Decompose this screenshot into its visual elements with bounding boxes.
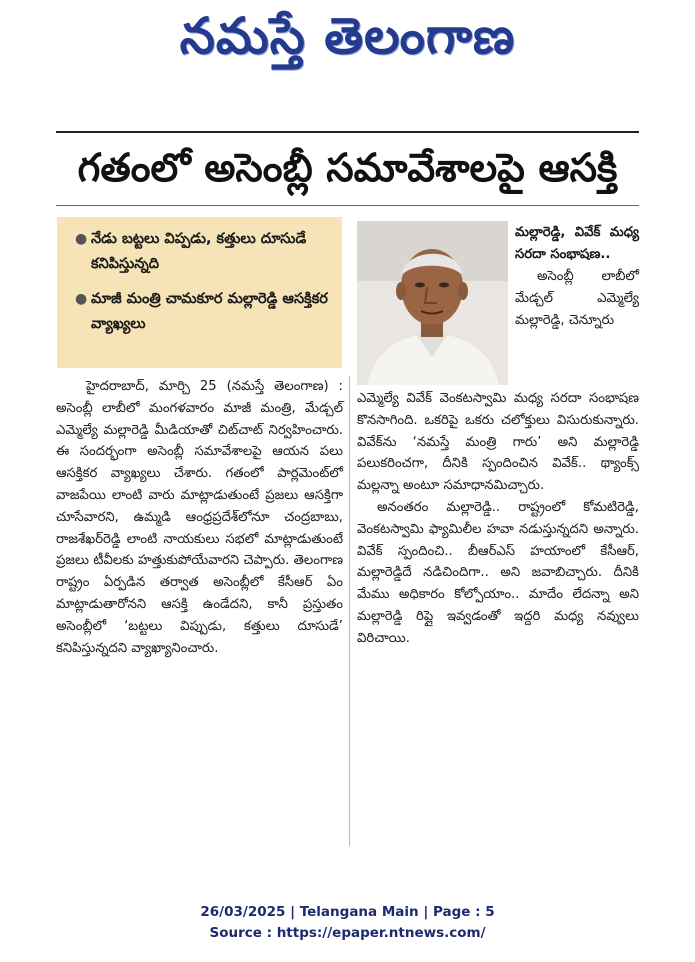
headline-top-rule xyxy=(56,131,639,133)
article-right-column xyxy=(357,388,639,650)
subhead-continuation: అసెంబ్లీ లాబీలో మేడ్చల్ ఎమ్మెల్యే మల్లారెడ్డి, చెన్నూరు xyxy=(515,269,639,328)
article-left-column: హైదరాబాద్, మార్చి 25 (నమస్తే తెలంగాణ) : అసెంబ్లీ లాబీలో మంగళవారం మాజీ మంత్రి, మేడ్చల్ ఎమ్మెల్యే మల్లారెడ్డి మీడియాతో చిట్‌చాట్ నిర్వహించారు. ఈ సందర్భంగా అసెంబ్లీ సమావేశాలపై ఆయన పలు ఆసక్తికర వ్యాఖ్యలు చేశారు. గతంలో పార్లమెంట్‌లో వాజపేయి లాంటి వారు మాట్లాడుతుంటే ప్రజలు ఆసక్తిగా చూసేవారని, ఉమ్మడి ఆంధ్రప్రదేశ్‌లోనూ చంద్రబాబు, రాజశేఖర్‌రెడ్డి లాంటి నాయకులు సభలో మాట్లాడుతుంటే ప్రజలు టీవీలకు హత్తుకుపోయేవారని చెప్పారు. తెలంగాణ రాష్ట్రం ఏర్పడిన తర్వాత అసెంబ్లీలో కేసీఆర్ ఏం మాట్లాడుతారోనని ఆసక్తి ఉండేదని, కానీ ప్రస్తుతం అసెంబ్లీలో ‘బట్టలు విప్పుడు, కత్తులు దూసుడే’ కనిపిస్తున్నదని వ్యాఖ్యానించారు. xyxy=(56,379,343,656)
bullet-icon: ● xyxy=(75,291,88,307)
article-paragraph: ఎమ్మెల్యే వివేక్ వెంకటస్వామి మధ్య సరదా సంభాషణ కొనసాగింది. ఒకరిపై ఒకరు చలోక్తులు విసురుకున్నారు. వివేక్‌ను ‘నమస్తే మంత్రి గారు’ అని మల్లారెడ్డి పలుకరించగా, దీనికి స్పందించిన వివేక్.. థ్యాంక్స్ మల్లన్నా అంటూ సమాధానమిచ్చారు. xyxy=(357,391,639,494)
column-divider xyxy=(349,376,350,846)
article-paragraph: అనంతరం మల్లారెడ్డి.. రాష్ట్రంలో కోమటిరెడ్డి, వెంకటస్వామి ఫ్యామిలీల హవా నడుస్తున్నదని అన్నారు. వివేక్ స్పందించి.. బీఆర్‌ఎస్ హయాంలో కేసీఆర్, మల్లారెడ్డిదే నడిచిందిగా.. అని జవాబిచ్చారు. దీనికి మేము అధికారం కోల్పోయాం.. మాదేం లేదన్నా అని మల్లారెడ్డి రిప్లై ఇవ్వడంతో ఇద్దరి మధ్య నవ్వులు విరిచాయి. xyxy=(357,499,639,646)
portrait-illustration xyxy=(357,221,508,385)
masthead-title: నమస్తే తెలంగాణ xyxy=(179,6,516,65)
highlights-list xyxy=(57,217,342,337)
highlight-text: మాజీ మంత్రి చామకూర మల్లారెడ్డి ఆసక్తికర వ్యాఖ్యలు xyxy=(91,291,328,332)
highlight-item xyxy=(77,227,334,277)
footer-source-line: Source : https://epaper.ntnews.com/ xyxy=(209,925,486,941)
subhead: మల్లారెడ్డి, వివేక్ మధ్య సరదా సంభాషణ.. xyxy=(515,225,639,262)
footer-edition-line: 26/03/2025 | Telangana Main | Page : 5 xyxy=(200,904,495,920)
article-headline: గతంలో అసెంబ్లీ సమావేశాలపై ఆసక్తి xyxy=(77,146,618,191)
newspaper-masthead xyxy=(0,0,695,80)
highlight-item xyxy=(77,287,334,337)
highlights-box xyxy=(57,217,342,368)
bullet-icon: ● xyxy=(75,231,88,247)
page-footer xyxy=(0,902,695,944)
portrait-photo xyxy=(357,221,508,385)
sidebar-subhead-block xyxy=(515,222,639,332)
highlight-text: నేడు బట్టలు విప్పడు, కత్తులు దూసుడే కనిపిస్తున్నది xyxy=(91,231,307,272)
headline-bottom-rule xyxy=(56,205,639,206)
